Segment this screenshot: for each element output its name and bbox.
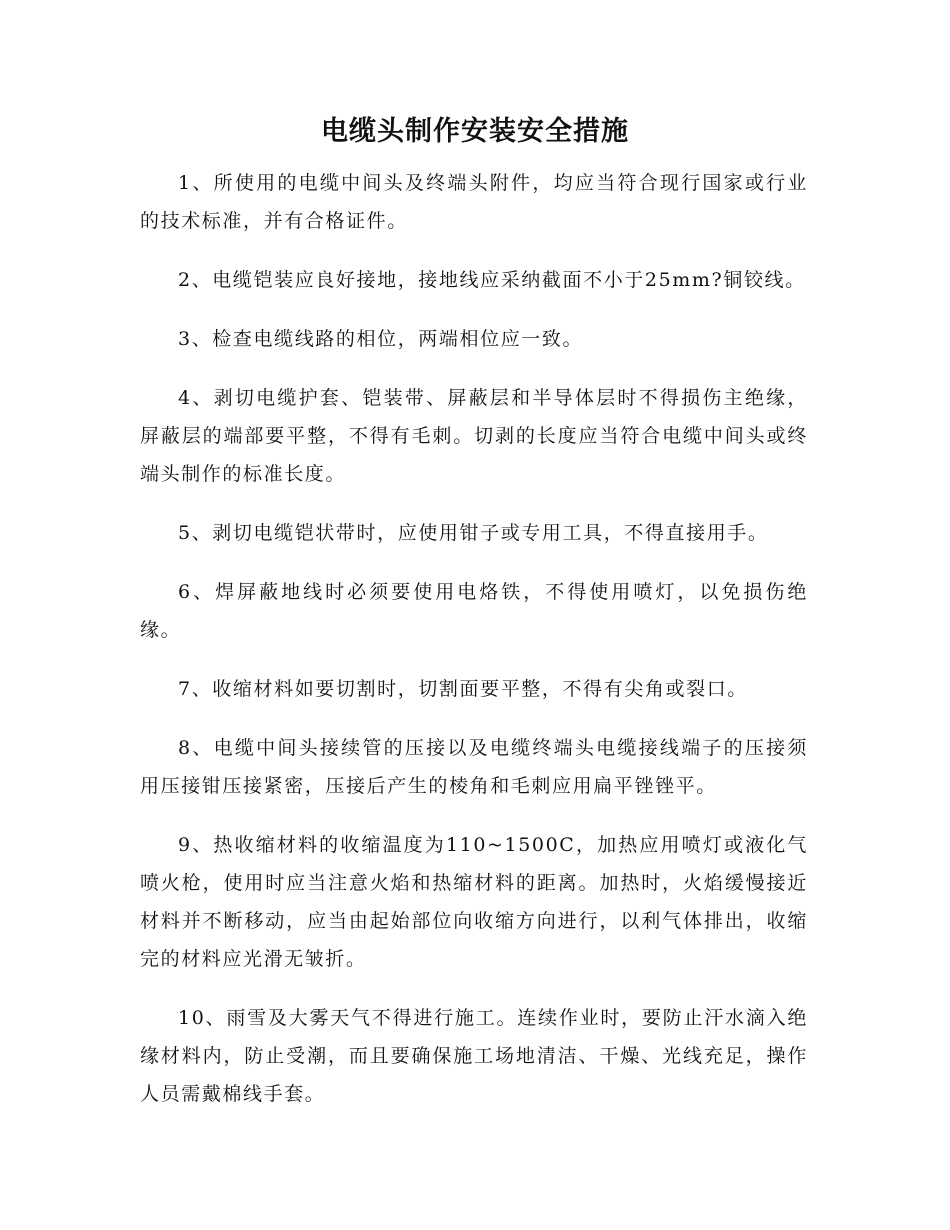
document-body — [140, 164, 808, 1134]
paragraph-3: 3、检查电缆线路的相位，两端相位应一致。 — [178, 328, 584, 350]
paragraph-5: 5、剥切电缆铠状带时，应使用钳子或专用工具，不得直接用手。 — [178, 522, 769, 544]
paragraph-1: 1、所使用的电缆中间头及终端头附件，均应当符合现行国家或行业的技术标准，并有合格证件。 — [140, 172, 808, 232]
paragraph-2: 2、电缆铠装应良好接地，接地线应采纳截面不小于25mm?铜铰线。 — [178, 269, 806, 291]
paragraph-6: 6、焊屏蔽地线时必须要使用电烙铁，不得使用喷灯，以免损伤绝缘。 — [140, 581, 808, 641]
paragraph-9: 9、热收缩材料的收缩温度为110~1500C，加热应用喷灯或液化气喷火枪，使用时应当注意火焰和热缩材料的距离。加热时，火焰缓慢接近材料并不断移动，应当由起始部位向收缩方向进行，以利气体排出，收缩完的材料应光滑无皱折。 — [140, 834, 808, 970]
paragraph-8: 8、电缆中间头接续管的压接以及电缆终端头电缆接线端子的压接须用压接钳压接紧密，压接后产生的棱角和毛刺应用扁平锉锉平。 — [140, 737, 808, 797]
paragraph-4: 4、剥切电缆护套、铠装带、屏蔽层和半导体层时不得损伤主绝缘，屏蔽层的端部要平整，不得有毛刺。切剥的长度应当符合电缆中间头或终端头制作的标准长度。 — [140, 387, 808, 485]
paragraph-10: 10、雨雪及大雾天气不得进行施工。连续作业时，要防止汗水滴入绝缘材料内，防止受潮，而且要确保施工场地清洁、干燥、光线充足，操作人员需戴棉线手套。 — [140, 1007, 808, 1105]
paragraph-7: 7、收缩材料如要切割时，切割面要平整，不得有尖角或裂口。 — [178, 678, 748, 700]
document-title: 电缆头制作安装安全措施 — [321, 116, 629, 147]
